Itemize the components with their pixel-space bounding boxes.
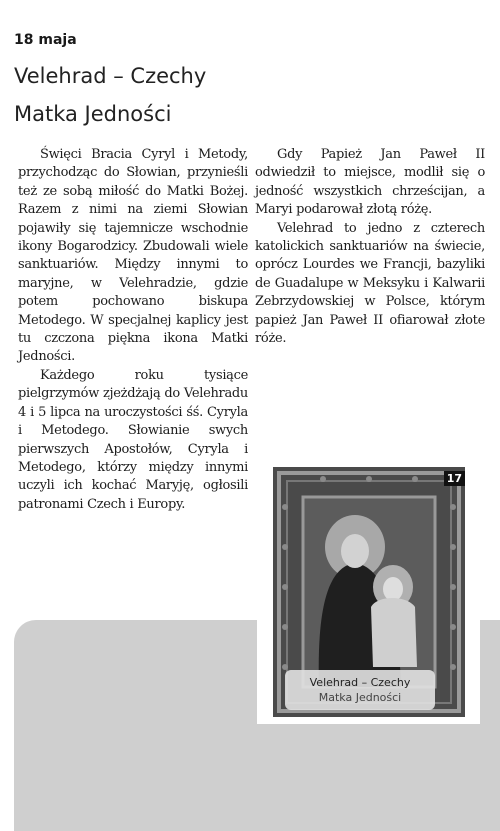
madonna-icon-photo <box>273 467 465 717</box>
page-subtitle: Matka Jedności <box>14 102 172 126</box>
page-title: Velehrad – Czechy <box>14 64 207 88</box>
paragraph: Święci Bracia Cyryl i Metody, przychodząc do Słowian, przynieśli też ze sobą miłość do Matki Bożej. Razem z nimi na ziemi Słowian pojawiły się tajemnicze wschodnie ikony Bogarodzicy. Zbudowali wiele sanktuariów. Między innymi to maryjne, w Velehradzie, gdzie potem pochowano biskupa Metodego. W specjalnej kaplicy jest tu czczona piękna ikona Matki Jedności. <box>18 147 248 365</box>
image-caption <box>285 670 435 710</box>
paragraph: Każdego roku tysiące pielgrzymów zjeżdżają do Velehradu 4 i 5 lipca na uroczystości śś. Cyryla i Metodego. Słowianie swych pierwszych Apostołów, Cyryla i Metodego, którzy między innymi uczyli ich kochać Maryję, ogłosili patronami Czech i Europy. <box>18 367 248 512</box>
paragraph: Gdy Papież Jan Paweł II odwiedził to miejsce, modlił się o jedność wszystkich chrześcijan, a Maryi podarował złotą różę. <box>255 147 485 218</box>
right-text-column <box>255 146 485 348</box>
left-text-column <box>18 146 248 514</box>
paragraph: Velehrad to jedno z czterech katolickich sanktuariów na świecie, oprócz Lourdes we Francji, bazyliki de Guadalupe w Meksyku i Kalwarii Zebrzydowskiej w Polsce, którym papież Jan Paweł II ofiarował złote róże. <box>255 220 485 347</box>
date-heading: 18 maja <box>14 32 77 48</box>
icon-photo-frame <box>257 454 480 724</box>
page-number-badge: 17 <box>444 471 465 486</box>
caption-title: Velehrad – Czechy <box>309 676 411 689</box>
caption-subtitle: Matka Jedności <box>318 691 402 704</box>
